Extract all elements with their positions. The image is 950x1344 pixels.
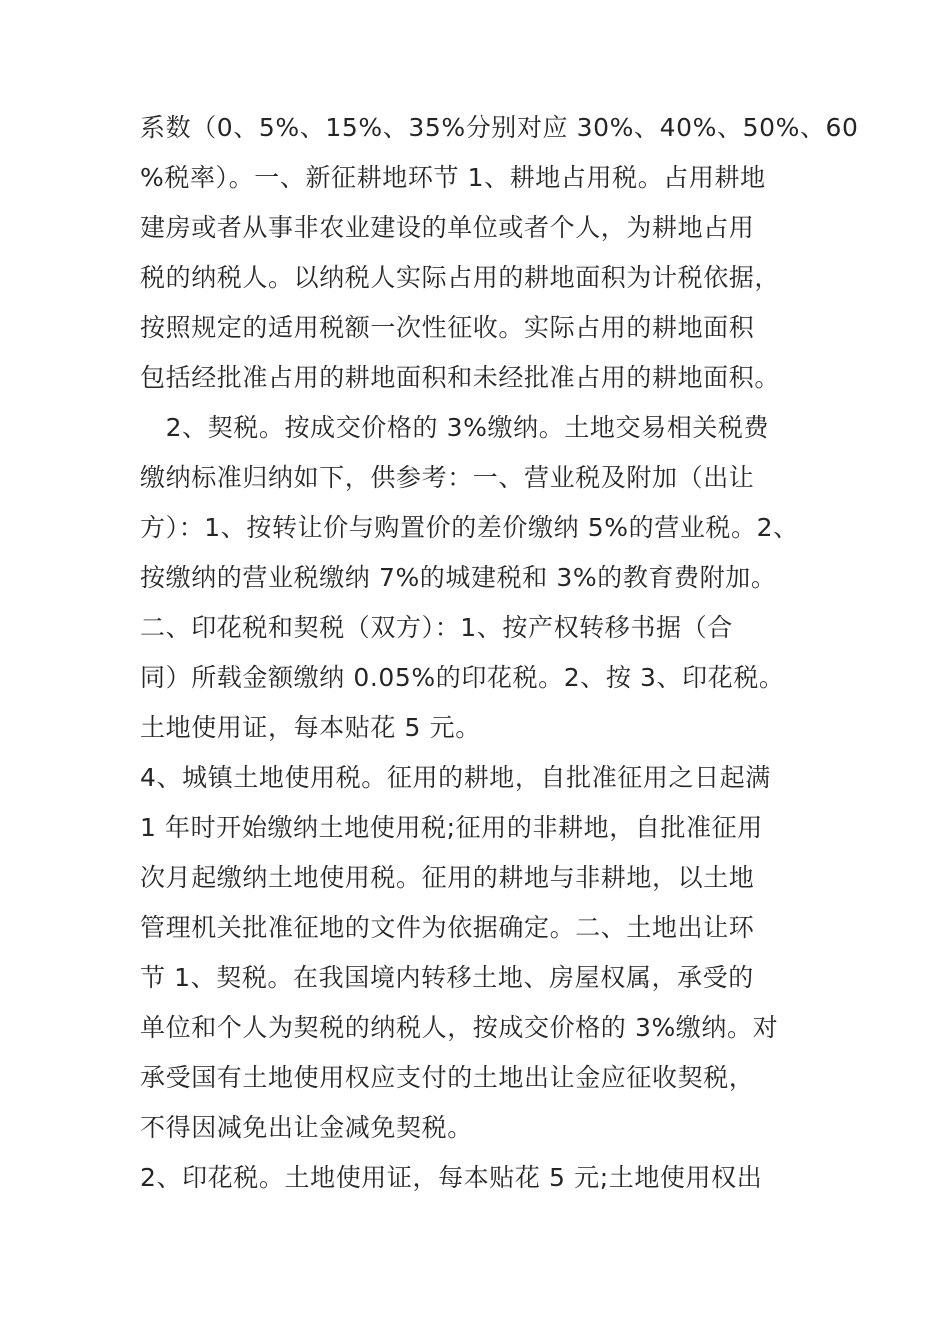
text-line-3: 建房或者从事非农业建设的单位或者个人，为耕地占用 <box>140 213 755 242</box>
text-line-11: 二、印花税和契税（双方）：1、按产权转移书据（合 <box>140 613 733 642</box>
text-line-18: 节 1、契税。在我国境内转移土地、房屋权属，承受的 <box>140 963 754 992</box>
text-line-2: %税率）。一、新征耕地环节 1、耕地占用税。占用耕地 <box>140 163 766 192</box>
text-line-19: 单位和个人为契税的纳税人，按成交价格的 3%缴纳。对 <box>140 1013 779 1042</box>
text-line-17: 管理机关批准征地的文件为依据确定。二、土地出让环 <box>140 913 755 942</box>
text-line-10: 按缴纳的营业税缴纳 7%的城建税和 3%的教育费附加。 <box>140 563 777 592</box>
text-line-15: 1 年时开始缴纳土地使用税;征用的非耕地，自批准征用 <box>140 813 763 842</box>
text-line-22: 2、印花税。土地使用证，每本贴花 5 元;土地使用权出 <box>140 1163 763 1192</box>
text-line-12: 同）所载金额缴纳 0.05%的印花税。2、按 3、印花税。 <box>140 663 785 692</box>
text-line-16: 次月起缴纳土地使用税。征用的耕地与非耕地，以土地 <box>140 863 755 892</box>
text-line-13: 土地使用证，每本贴花 5 元。 <box>140 713 481 742</box>
text-line-1: 系数（0、5%、15%、35%分别对应 30%、40%、50%、60 <box>140 113 859 142</box>
text-line-20: 承受国有土地使用权应支付的土地出让金应征收契税， <box>140 1063 755 1092</box>
text-line-5: 按照规定的适用税额一次性征收。实际占用的耕地面积 <box>140 313 755 342</box>
text-line-4: 税的纳税人。以纳税人实际占用的耕地面积为计税依据， <box>140 263 781 292</box>
text-line-8: 缴纳标准归纳如下，供参考：一、营业税及附加（出让 <box>140 463 755 492</box>
text-line-6: 包括经批准占用的耕地面积和未经批准占用的耕地面积。 <box>140 363 781 392</box>
text-line-14: 4、城镇土地使用税。征用的耕地，自批准征用之日起满 <box>140 763 771 792</box>
text-line-9: 方）：1、按转让价与购置价的差价缴纳 5%的营业税。2、 <box>140 513 799 542</box>
document-body <box>140 103 860 1203</box>
text-line-21: 不得因减免出让金减免契税。 <box>140 1113 473 1142</box>
text-line-7: 2、契税。按成交价格的 3%缴纳。土地交易相关税费 <box>140 413 770 442</box>
